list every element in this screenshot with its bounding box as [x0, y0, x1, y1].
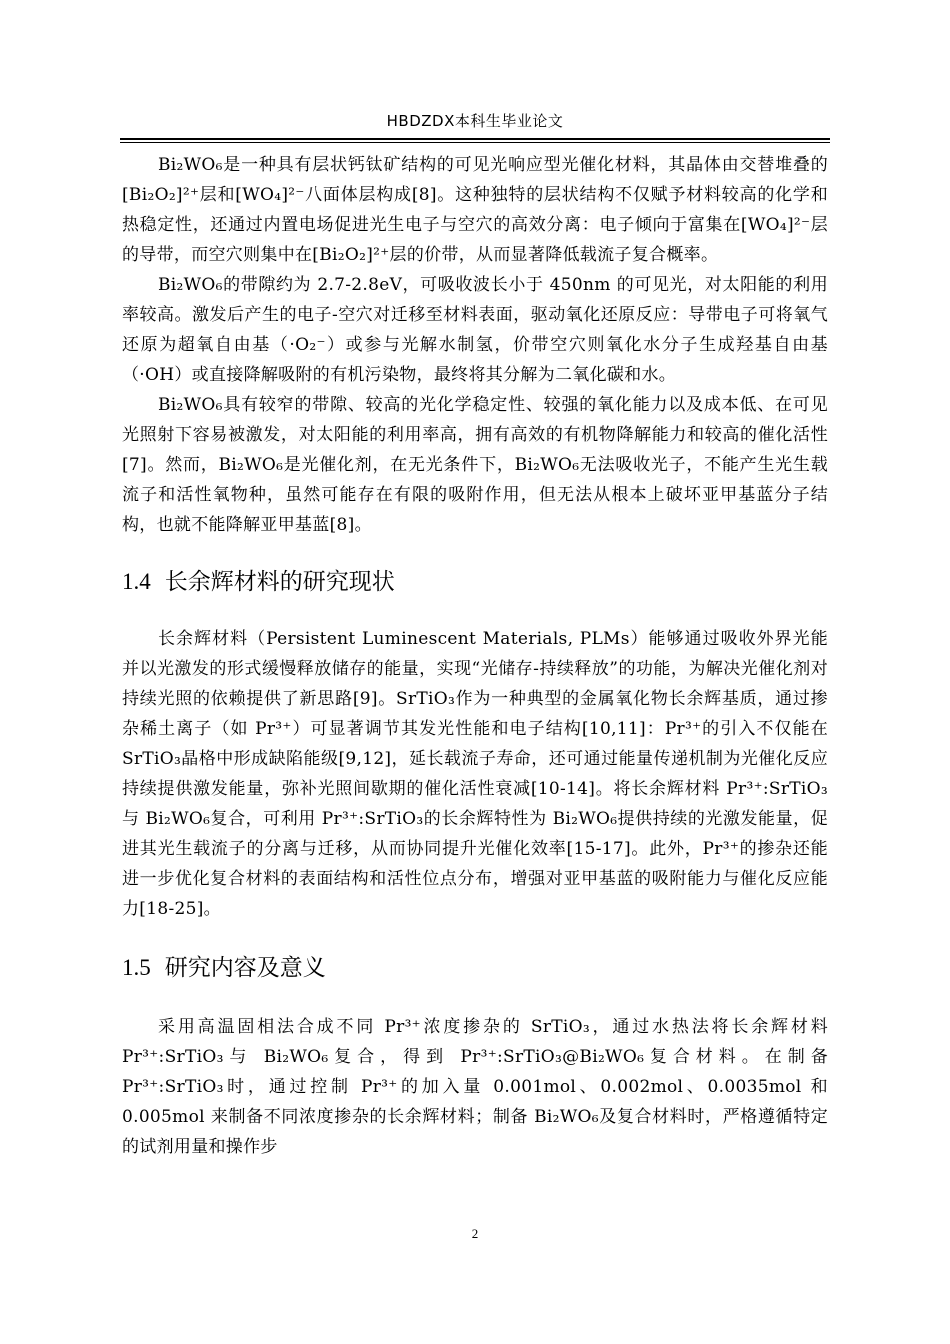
section-heading-1-4	[122, 566, 828, 598]
paragraph-bi2wo6-properties: Bi₂WO₆具有较窄的带隙、较高的光化学稳定性、较强的氧化能力以及成本低、在可见光照射下容易被激发，对太阳能的利用率高，拥有高效的有机物降解能力和较高的催化活性[7]。然而，Bi₂WO₆是光催化剂，在无光条件下，Bi₂WO₆无法吸收光子，不能产生光生载流子和活性氧物种，虽然可能存在有限的吸附作用，但无法从根本上破坏亚甲基蓝分子结构，也就不能降解亚甲基蓝[8]。	[122, 395, 828, 535]
section-title: 研究内容及意义	[164, 955, 326, 981]
section-title: 长余辉材料的研究现状	[164, 569, 395, 595]
section-heading-1-5	[122, 952, 828, 984]
section-number: 1.5	[122, 955, 151, 980]
page-number: 2	[471, 1226, 479, 1241]
page-body	[122, 150, 828, 1162]
page-header: HBDZDX本科生毕业论文	[386, 112, 564, 130]
paragraph-persistent-luminescence: 长余辉材料（Persistent Luminescent Materials, PLMs）能够通过吸收外界光能并以光激发的形式缓慢释放储存的能量，实现“光储存-持续释放”的功能，为解决光催化剂对持续光照的依赖提供了新思路[9]。SrTiO₃作为一种典型的金属氧化物长余辉基质，通过掺杂稀土离子（如 Pr³⁺）可显著调节其发光性能和电子结构[10,11]：Pr³⁺的引入不仅能在 SrTiO₃晶格中形成缺陷能级[9,12]，延长载流子寿命，还可通过能量传递机制为光催化反应持续提供激发能量，弥补光照间歇期的催化活性衰减[10-14]。将长余辉材料 Pr³⁺:SrTiO₃与 Bi₂WO₆复合，可利用 Pr³⁺:SrTiO₃的长余辉特性为 Bi₂WO₆提供持续的光激发能量，促进其光生载流子的分离与迁移，从而协同提升光催化效率[15-17]。此外，Pr³⁺的掺杂还能进一步优化复合材料的表面结构和活性位点分布，增强对亚甲基蓝的吸附能力与催化反应能力[18-25]。	[122, 629, 828, 919]
section-number: 1.4	[122, 569, 151, 594]
paragraph-bi2wo6-bandgap: Bi₂WO₆的带隙约为 2.7-2.8eV，可吸收波长小于 450nm 的可见光，对太阳能的利用率较高。激发后产生的电子-空穴对迁移至材料表面，驱动氧化还原反应：导带电子可将氧气还原为超氧自由基（·O₂⁻）或参与光解水制氢，价带空穴则氧化水分子生成羟基自由基（·OH）或直接降解吸附的有机污染物，最终将其分解为二氧化碳和水。	[122, 275, 828, 385]
paragraph-research-content: 采用高温固相法合成不同 Pr³⁺浓度掺杂的 SrTiO₃，通过水热法将长余辉材料Pr³⁺:SrTiO₃与 Bi₂WO₆复合，得到 Pr³⁺:SrTiO₃@Bi₂WO₆复合材料。在制备 Pr³⁺:SrTiO₃时，通过控制 Pr³⁺的加入量 0.001mol、0.002mol、0.0035mol 和 0.005mol 来制备不同浓度掺杂的长余辉材料；制备 Bi₂WO₆及复合材料时，严格遵循特定的试剂用量和操作步	[122, 1017, 828, 1157]
paragraph-bi2wo6-structure: Bi₂WO₆是一种具有层状钙钛矿结构的可见光响应型光催化材料，其晶体由交替堆叠的[Bi₂O₂]²⁺层和[WO₄]²⁻八面体层构成[8]。这种独特的层状结构不仅赋予材料较高的化学和热稳定性，还通过内置电场促进光生电子与空穴的高效分离：电子倾向于富集在[WO₄]²⁻层的导带，而空穴则集中在[Bi₂O₂]²⁺层的价带，从而显著降低载流子复合概率。	[122, 155, 828, 265]
header-rule	[120, 138, 830, 143]
